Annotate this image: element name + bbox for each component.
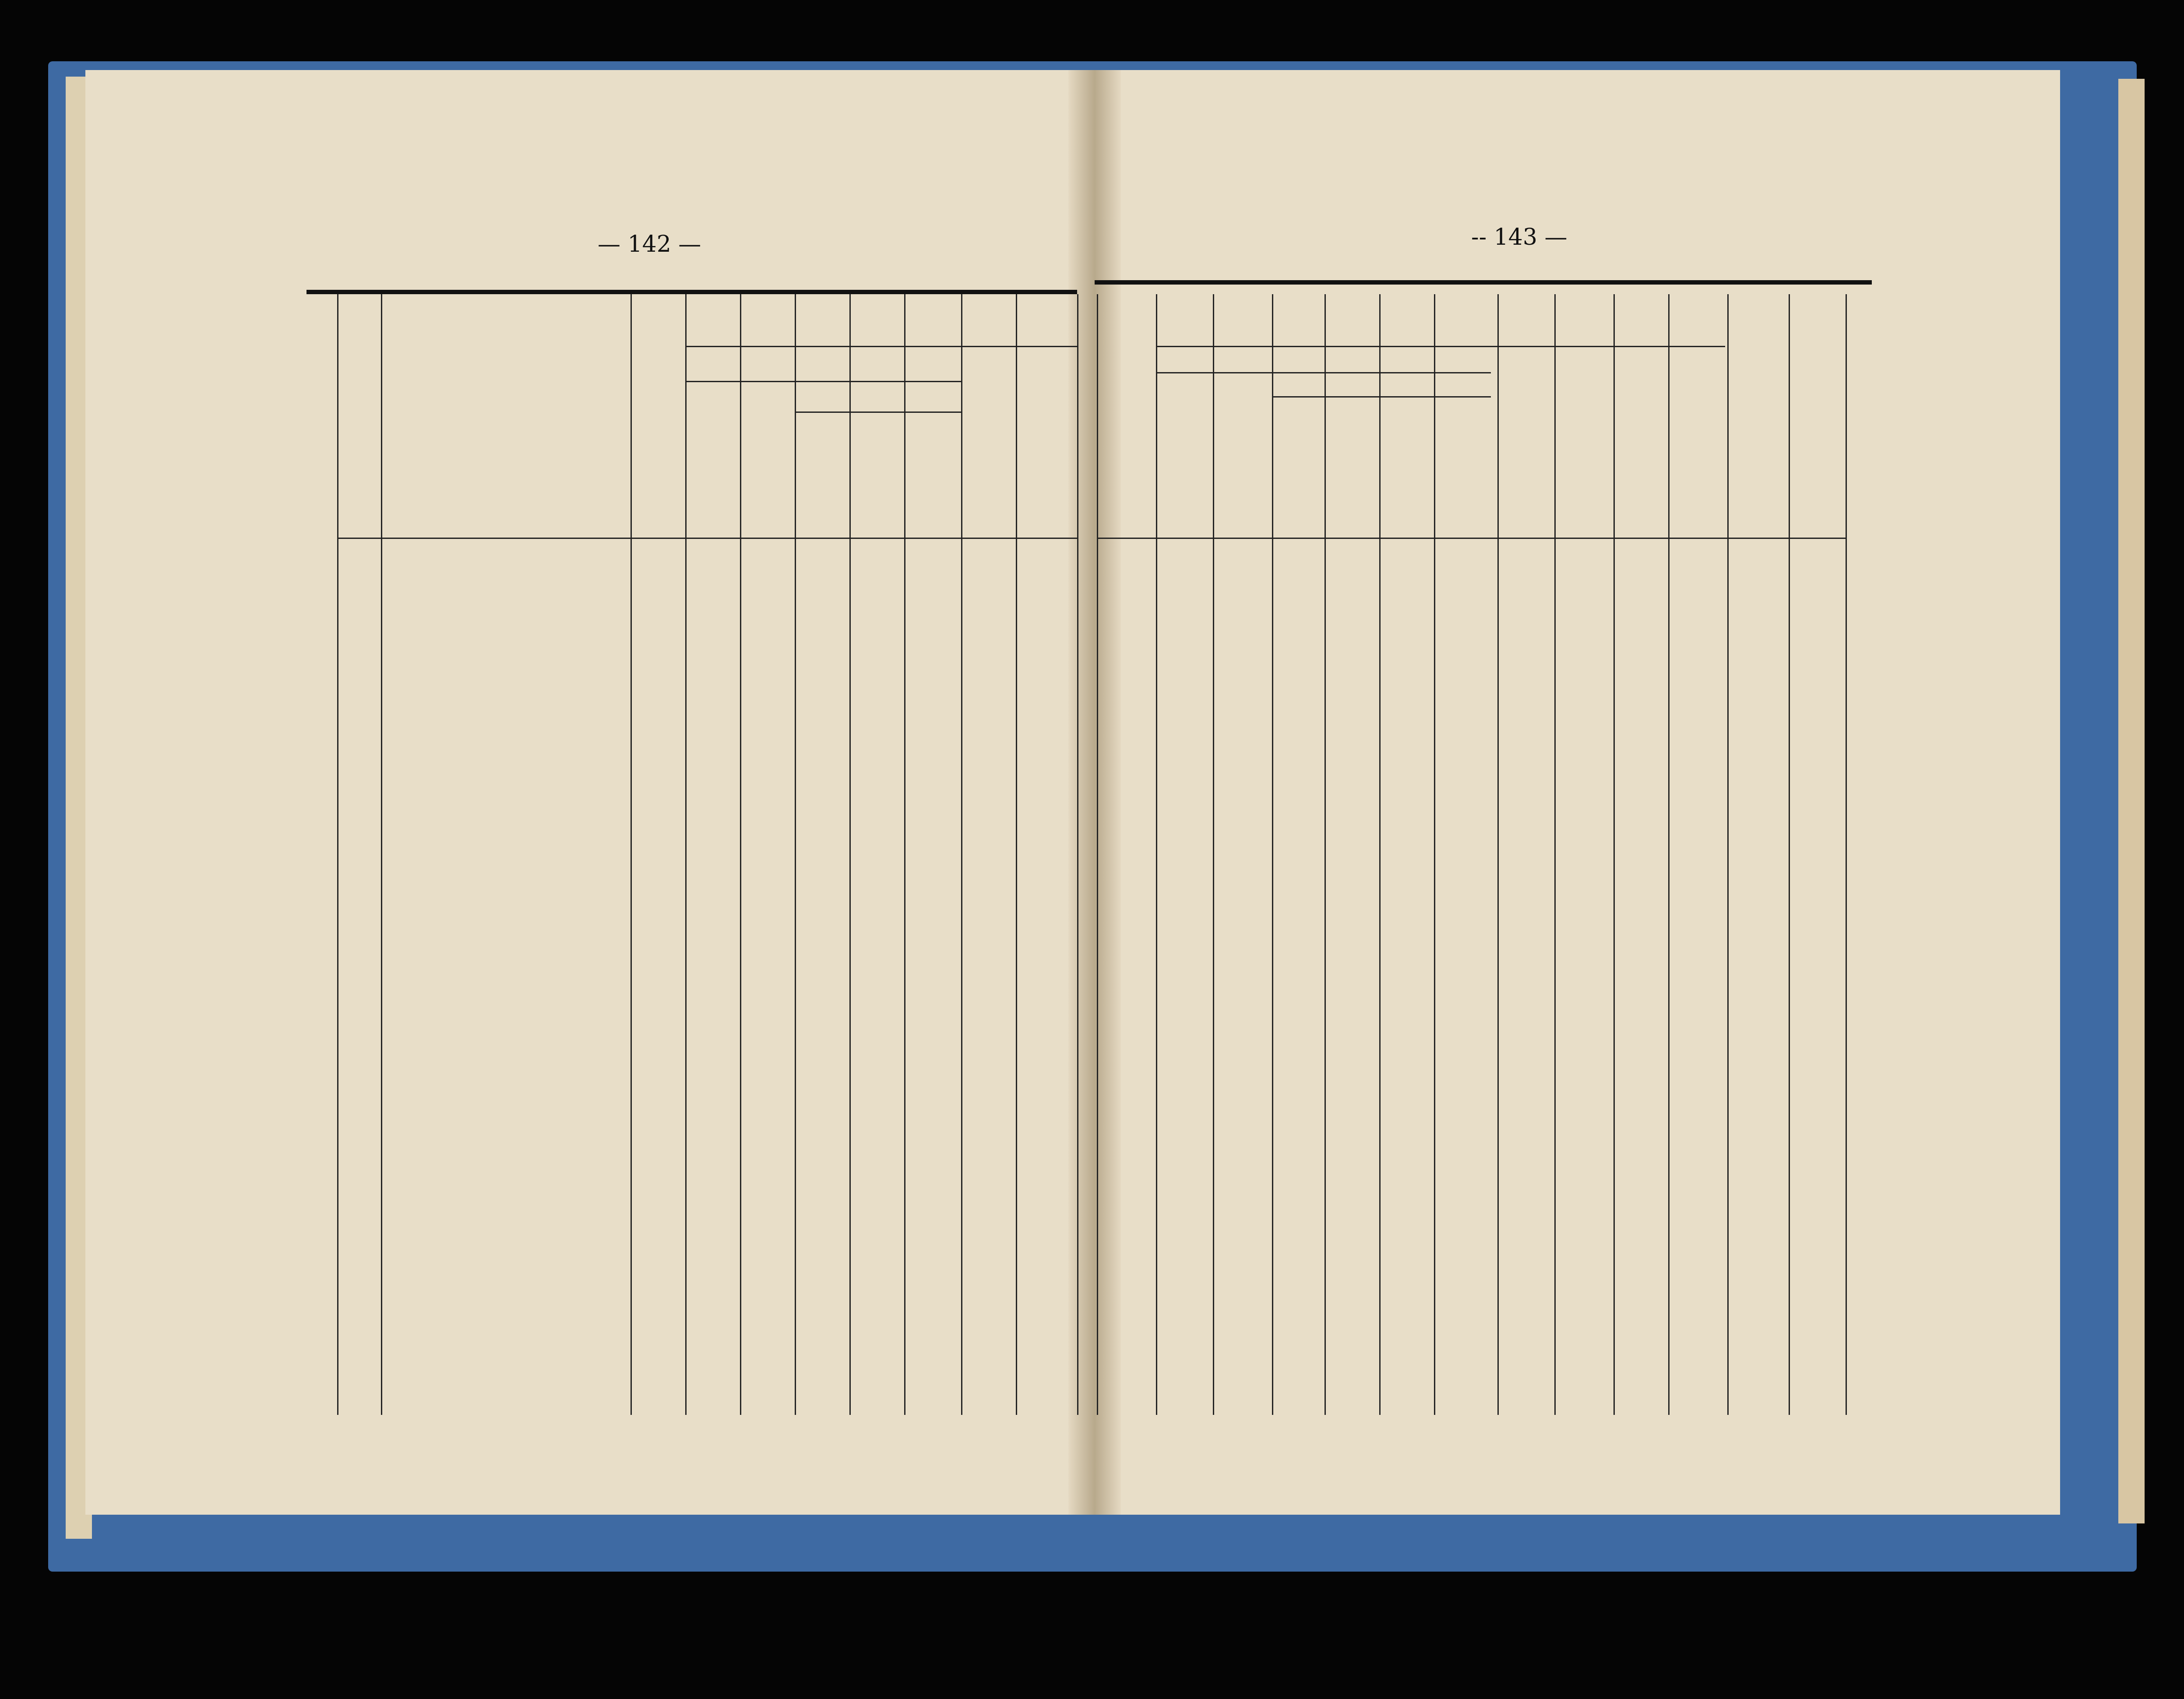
column-rule <box>1324 294 1326 1415</box>
right-page <box>1097 70 2060 1515</box>
column-rule <box>337 294 338 1415</box>
column-rule <box>961 294 962 1415</box>
page-number-right: -- 143 — <box>1471 224 1568 250</box>
page-number-left: — 142 — <box>598 231 701 257</box>
column-rule <box>631 294 632 1415</box>
column-rule <box>1554 294 1556 1415</box>
column-rule <box>1379 294 1381 1415</box>
column-rule <box>795 294 796 1415</box>
right-page-edges <box>2118 79 2145 1523</box>
column-rule <box>904 294 905 1415</box>
column-rule <box>1846 294 1847 1415</box>
column-rule <box>685 294 687 1415</box>
column-rule <box>1727 294 1729 1415</box>
group-rule-lošadej <box>685 346 1077 347</box>
column-rule <box>1789 294 1790 1415</box>
column-rule <box>1613 294 1615 1415</box>
column-rule <box>740 294 741 1415</box>
column-rule <box>1668 294 1670 1415</box>
group-rule-produktivnykh-right <box>1156 372 1491 373</box>
header-bottom-rule-right <box>1097 538 1846 539</box>
column-rule <box>1497 294 1499 1415</box>
table-top-rule-left <box>306 290 1077 294</box>
group-rule-gulevykh <box>795 412 961 413</box>
column-rule <box>1016 294 1017 1415</box>
column-rule <box>1097 294 1098 1415</box>
column-rule <box>381 294 382 1415</box>
column-rule <box>1213 294 1214 1415</box>
book-gutter <box>1068 70 1121 1515</box>
column-rule <box>1077 294 1078 1415</box>
column-rule <box>1434 294 1435 1415</box>
column-rule <box>1272 294 1273 1415</box>
group-rule-produktivnykh <box>685 381 961 382</box>
column-rule <box>849 294 851 1415</box>
group-rule-gulevykh-right <box>1272 396 1491 397</box>
group-rule-ovets <box>1554 346 1725 347</box>
left-page <box>85 70 1092 1515</box>
table-top-rule-right <box>1095 280 1872 285</box>
column-rule <box>1156 294 1157 1415</box>
header-bottom-rule-left <box>337 538 1077 539</box>
group-rule-rogatago <box>1156 346 1613 347</box>
